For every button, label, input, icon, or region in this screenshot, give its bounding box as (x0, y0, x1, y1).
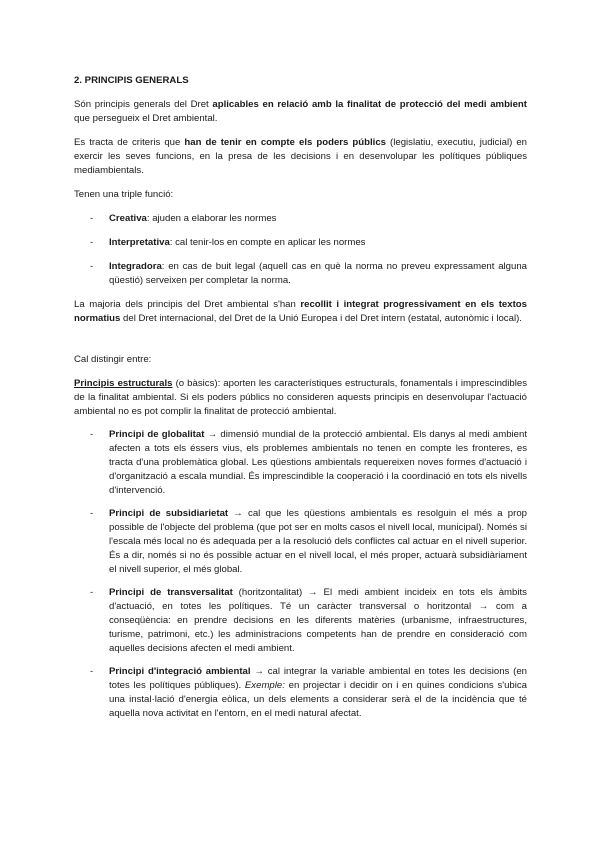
text: Són principis generals del Dret (74, 99, 213, 110)
paragraph-criteria (74, 136, 527, 178)
text: que persegueix el Dret ambiental. (74, 113, 218, 124)
list-item (74, 507, 527, 577)
list-term: Creativa (109, 213, 147, 224)
list-text: → cal integrar la variable ambiental en totes les decisions (en totes les polítiques públiques). (109, 666, 527, 691)
bold-text: han de tenir en compte els poders públics (184, 137, 386, 148)
paragraph-integration (74, 298, 527, 326)
list-text: → cal que les qüestions ambientals es resolguin el més a prop possible de l'objecte del problema (que pot ser en molts casos el nivell local, municipal). Només si l'escala més local no és adequada per a la resolució dels conflictes cal actuar en el nivell superior. És a dir, només si no és possible actuar en el nivell local, el més proper, actuarà subsidiàriament el nivell superior, el més global. (109, 508, 527, 575)
list-term: Principi de subsidiarietat (109, 508, 229, 519)
list-item (74, 260, 527, 288)
list-term: Integradora (109, 261, 162, 272)
list-item (74, 665, 527, 721)
paragraph-definition (74, 98, 527, 126)
text: (legislatiu, executiu, judicial) en exercir les seves funcions, en la presa de les decisions i en desenvolupar les polítiques públiques mediambientals. (74, 137, 527, 176)
function-list (74, 212, 527, 288)
list-item (74, 236, 527, 250)
text: Es tracta de criteris que (74, 137, 185, 148)
list-text: → El medi ambient incideix en tots els àmbits d'actuació, en totes les polítiques. Té un caràcter transversal o horitzontal → com a conseqüència: en prendre decisions en les diferents matèries (urbanisme, infraestructures, turisme, patrimoni, etc.) les administracions competents han de prendre en consideració com aquelles decisions afecten el medi ambient. (109, 587, 527, 654)
list-item (74, 212, 527, 226)
bold-text: recollit i integrat progressivament en els textos normatius (74, 299, 527, 324)
list-note: (horitzontalitat) (232, 587, 303, 598)
underlined-term: Principis estructurals (74, 378, 173, 389)
list-text: dimensió mundial de la protecció ambiental. Els danys al medi ambient afecten a tots els éssers vius, els problemes ambientals no tenen en compte les fronteres, es tracta d'una problemàtica global. Les qüestions ambientals requereixen noves formes d'actuació i d'organització a escala mundial. És imprescindible la cooperació i la coordinació en tots els nivells d'intervenció. (109, 429, 527, 496)
bold-text: aplicables en relació amb la finalitat de protecció del medi ambient (212, 99, 527, 110)
list-term: Interpretativa (109, 237, 170, 248)
list-item (74, 428, 527, 498)
paragraph-triple-function: Tenen una triple funció: (74, 189, 174, 200)
example-text: en projectar i decidir on i en quines condicions s'ubica una instal·lació d'energia eòlica, un dels elements a considerar serà el de la incidència que té aquella nova activitat en l'entorn, en el medi natural afectat. (109, 680, 528, 719)
list-term: Principi de globalitat → (109, 429, 218, 440)
list-text: : cal tenir-los en compte en aplicar les normes (169, 237, 366, 248)
list-term: Principi de transversalitat (109, 587, 233, 598)
list-term: Principi d'integració ambiental (109, 666, 251, 677)
paragraph-structural-principles (74, 377, 527, 419)
example-label: Exemple: (244, 680, 285, 691)
document-body (74, 74, 527, 721)
text: (o bàsics): aporten les característiques estructurals, fonamentals i imprescindibles de la finalitat ambiental. Si els poders públics no consideren aquests principis en desenvolupar l'actuació ambiental no es pot complir la finalitat de protecció ambiental. (74, 378, 527, 417)
section-heading: 2. PRINCIPIS GENERALS (74, 75, 189, 86)
list-text: : en cas de buit legal (aquell cas en què la norma no preveu expressament alguna qüestió) serveixen per completar la norma. (109, 261, 527, 286)
text: La majoria dels principis del Dret ambiental s'han (74, 299, 301, 310)
list-text: : ajuden a elaborar les normes (146, 213, 277, 224)
text: del Dret internacional, del Dret de la Unió Europea i del Dret intern (estatal, autonòmic i local). (120, 313, 522, 324)
paragraph-distinguish: Cal distingir entre: (74, 354, 152, 365)
principles-list (74, 428, 527, 721)
list-item (74, 586, 527, 656)
